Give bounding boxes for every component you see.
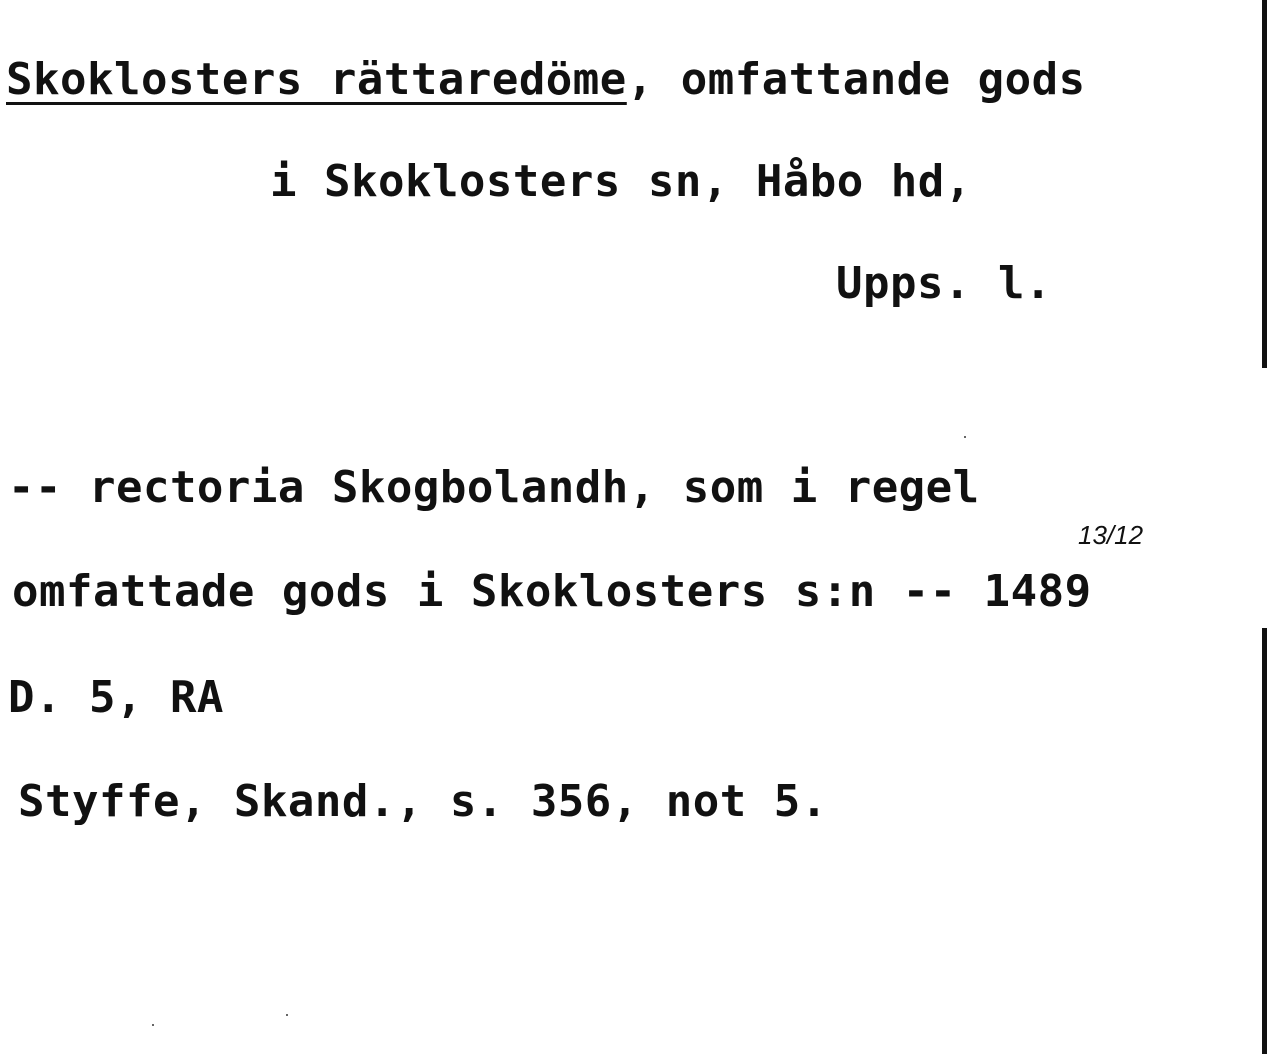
card-title-underlined: Skoklosters rättaredöme — [6, 54, 627, 105]
location-line: i Skoklosters sn, Håbo hd, — [270, 156, 972, 207]
dust-speck — [152, 1024, 154, 1026]
card-heading — [6, 54, 1086, 105]
entry-line-1: -- rectoria Skogbolandh, som i regel — [8, 462, 980, 513]
card-edge-gap — [1260, 368, 1270, 628]
dust-speck — [286, 1014, 288, 1016]
entry-line-2: omfattade gods i Skoklosters s:n -- 1489 — [12, 566, 1092, 617]
handwritten-date: 13/12 — [1078, 520, 1144, 550]
source-reference: D. 5, RA — [8, 672, 224, 723]
region-line: Upps. l. — [836, 258, 1052, 309]
dust-speck — [964, 436, 966, 438]
literature-reference: Styffe, Skand., s. 356, not 5. — [18, 776, 828, 827]
card-title-rest: , omfattande gods — [626, 54, 1086, 105]
